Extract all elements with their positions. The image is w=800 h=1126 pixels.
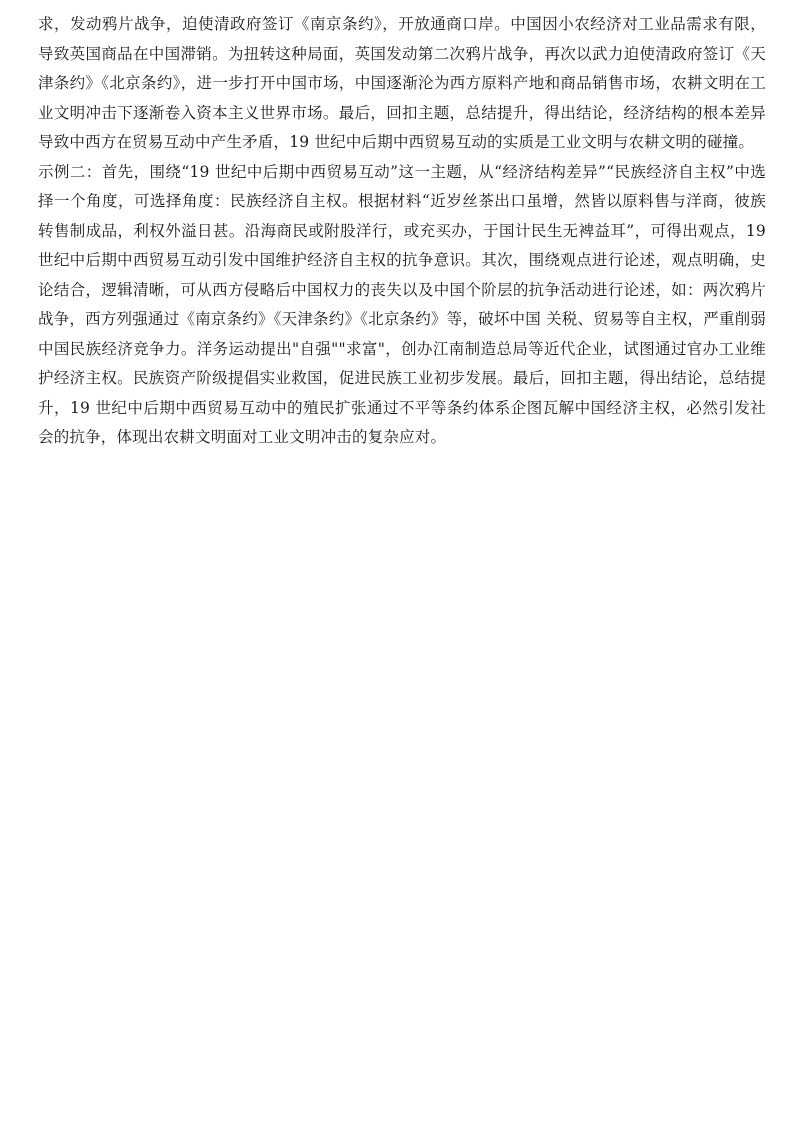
paragraph-continuation: 求，发动鸦片战争，迫使清政府签订《南京条约》，开放通商口岸。中国因小农经济对工业品需求有限，导致英国商品在中国滞销。为扭转这种局面，英国发动第二次鸦片战争，再次以武力迫使清政府签订《天津条约》《北京条约》，进一步打开中国市场，中国逐渐沦为西方原料产地和商品销售市场，农耕文明在工业文明冲击下逐渐卷入资本主义世界市场。最后，回扣主题，总结提升，得出结论，经济结构的根本差异导致中西方在贸易互动中产生矛盾，19 世纪中后期中西贸易互动的实质是工业文明与农耕文明的碰撞。 [38,15,766,151]
paragraph-example-two: 示例二：首先，围绕“19 世纪中后期中西贸易互动”这一主题，从“经济结构差异”“民族经济自主权”中选择一个角度，可选择角度：民族经济自主权。根据材料“近岁丝茶出口虽增，然皆以原料售与洋商，彼族转售制成品，利权外溢日甚。沿海商民或附股洋行，或充买办，于国计民生无裨益耳”，可得出观点，19 世纪中后期中西贸易互动引发中国维护经济自主权的抗争意识。其次，围绕观点进行论述，观点明确，史论结合，逻辑清晰，可从西方侵略后中国权力的丧失以及中国个阶层的抗争活动进行论述，如：两次鸦片战争，西方列强通过《南京条约》《天津条约》《北京条约》等，破坏中国 关税、贸易等自主权，严重削弱中国民族经济竞争力。洋务运动提出"自强""求富"，创办江南制造总局等近代企业，试图通过官办工业维护经济主权。民族资产阶级提倡实业救国，促进民族工业初步发展。最后，回扣主题，得出结论，总结提升，19 世纪中后期中西贸易互动中的殖民扩张通过不平等条约体系企图瓦解中国经济主权，必然引发社会的抗争，体现出农耕文明面对工业文明冲击的复杂应对。 [38,162,766,446]
document-body [38,10,766,453]
